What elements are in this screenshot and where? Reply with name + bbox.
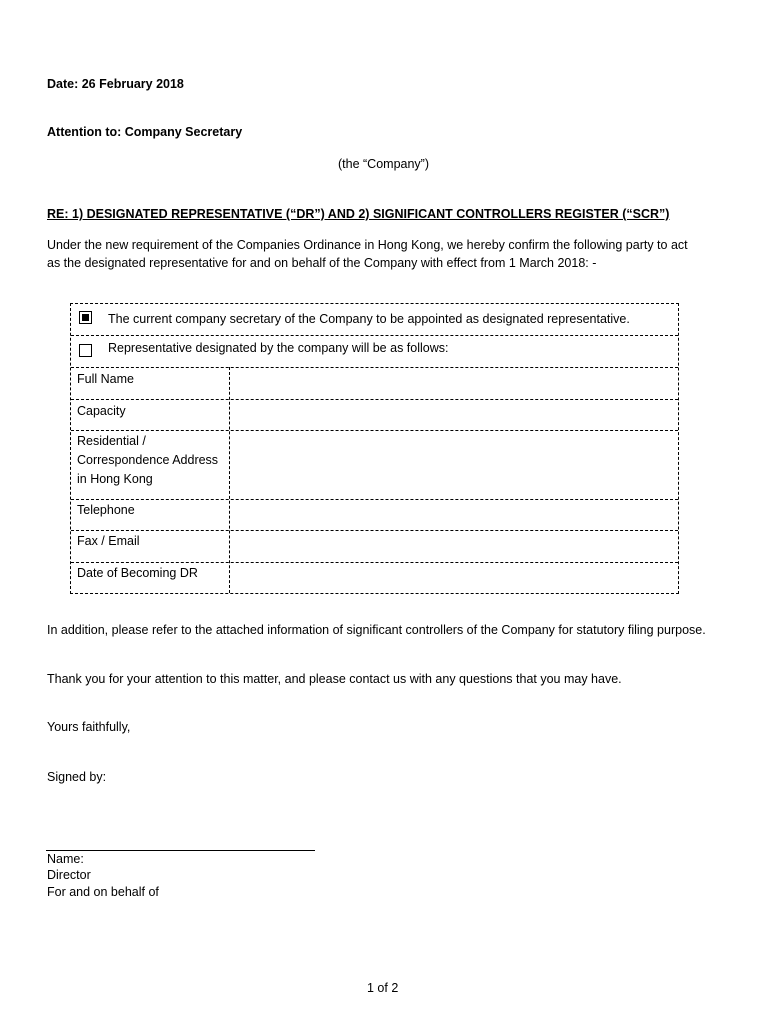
intro-line-2: as the designated representative for and on behalf of the Company with effect from 1 March 2018: -	[47, 256, 597, 270]
option-label-company-secretary: The current company secretary of the Company to be appointed as designated representative.	[108, 312, 630, 326]
option-label-designated: Representative designated by the company will be as follows:	[108, 341, 449, 355]
field-label-capacity: Capacity	[77, 404, 126, 418]
option-row-company-secretary[interactable]	[71, 304, 678, 336]
on-behalf-line: For and on behalf of	[47, 885, 159, 899]
intro-line-1: Under the new requirement of the Companies Ordinance in Hong Kong, we hereby confirm the following party to act	[47, 238, 688, 252]
field-label-telephone: Telephone	[77, 503, 135, 517]
signatory-name-label: Name:	[47, 852, 84, 866]
field-label-fax-email: Fax / Email	[77, 534, 140, 548]
signature-line	[46, 850, 315, 851]
field-label-date-dr: Date of Becoming DR	[77, 566, 198, 580]
field-row-telephone	[71, 500, 678, 531]
addition-paragraph: In addition, please refer to the attached information of significant controllers of the Company for statutory filing purpose.	[47, 623, 706, 637]
page-number: 1 of 2	[367, 981, 399, 995]
field-label-full-name: Full Name	[77, 372, 134, 386]
signatory-title: Director	[47, 868, 91, 882]
field-label-address-1: Residential /	[77, 434, 146, 448]
letter-date: Date: 26 February 2018	[47, 77, 184, 91]
company-designation: (the “Company”)	[338, 157, 429, 171]
attention-line: Attention to: Company Secretary	[47, 125, 243, 139]
option-checkbox-company-secretary[interactable]	[79, 311, 92, 324]
field-row-address	[71, 431, 678, 500]
field-label-address-3: in Hong Kong	[77, 472, 153, 486]
closing-line: Yours faithfully,	[47, 720, 131, 734]
option-row-designated[interactable]	[71, 336, 678, 368]
field-row-date-dr	[71, 563, 678, 593]
option-checkbox-designated[interactable]	[79, 344, 92, 357]
field-row-fax-email	[71, 531, 678, 563]
designated-representative-form	[70, 303, 679, 594]
field-label-address-2: Correspondence Address	[77, 453, 219, 467]
field-row-capacity	[71, 400, 678, 431]
thanks-paragraph: Thank you for your attention to this matter, and please contact us with any questions that you may have.	[47, 672, 622, 686]
signed-by-label: Signed by:	[47, 770, 107, 784]
field-row-full-name	[71, 368, 678, 400]
subject-line: RE: 1) DESIGNATED REPRESENTATIVE (“DR”) AND 2) SIGNIFICANT CONTROLLERS REGISTER (“SCR”)	[47, 207, 670, 221]
